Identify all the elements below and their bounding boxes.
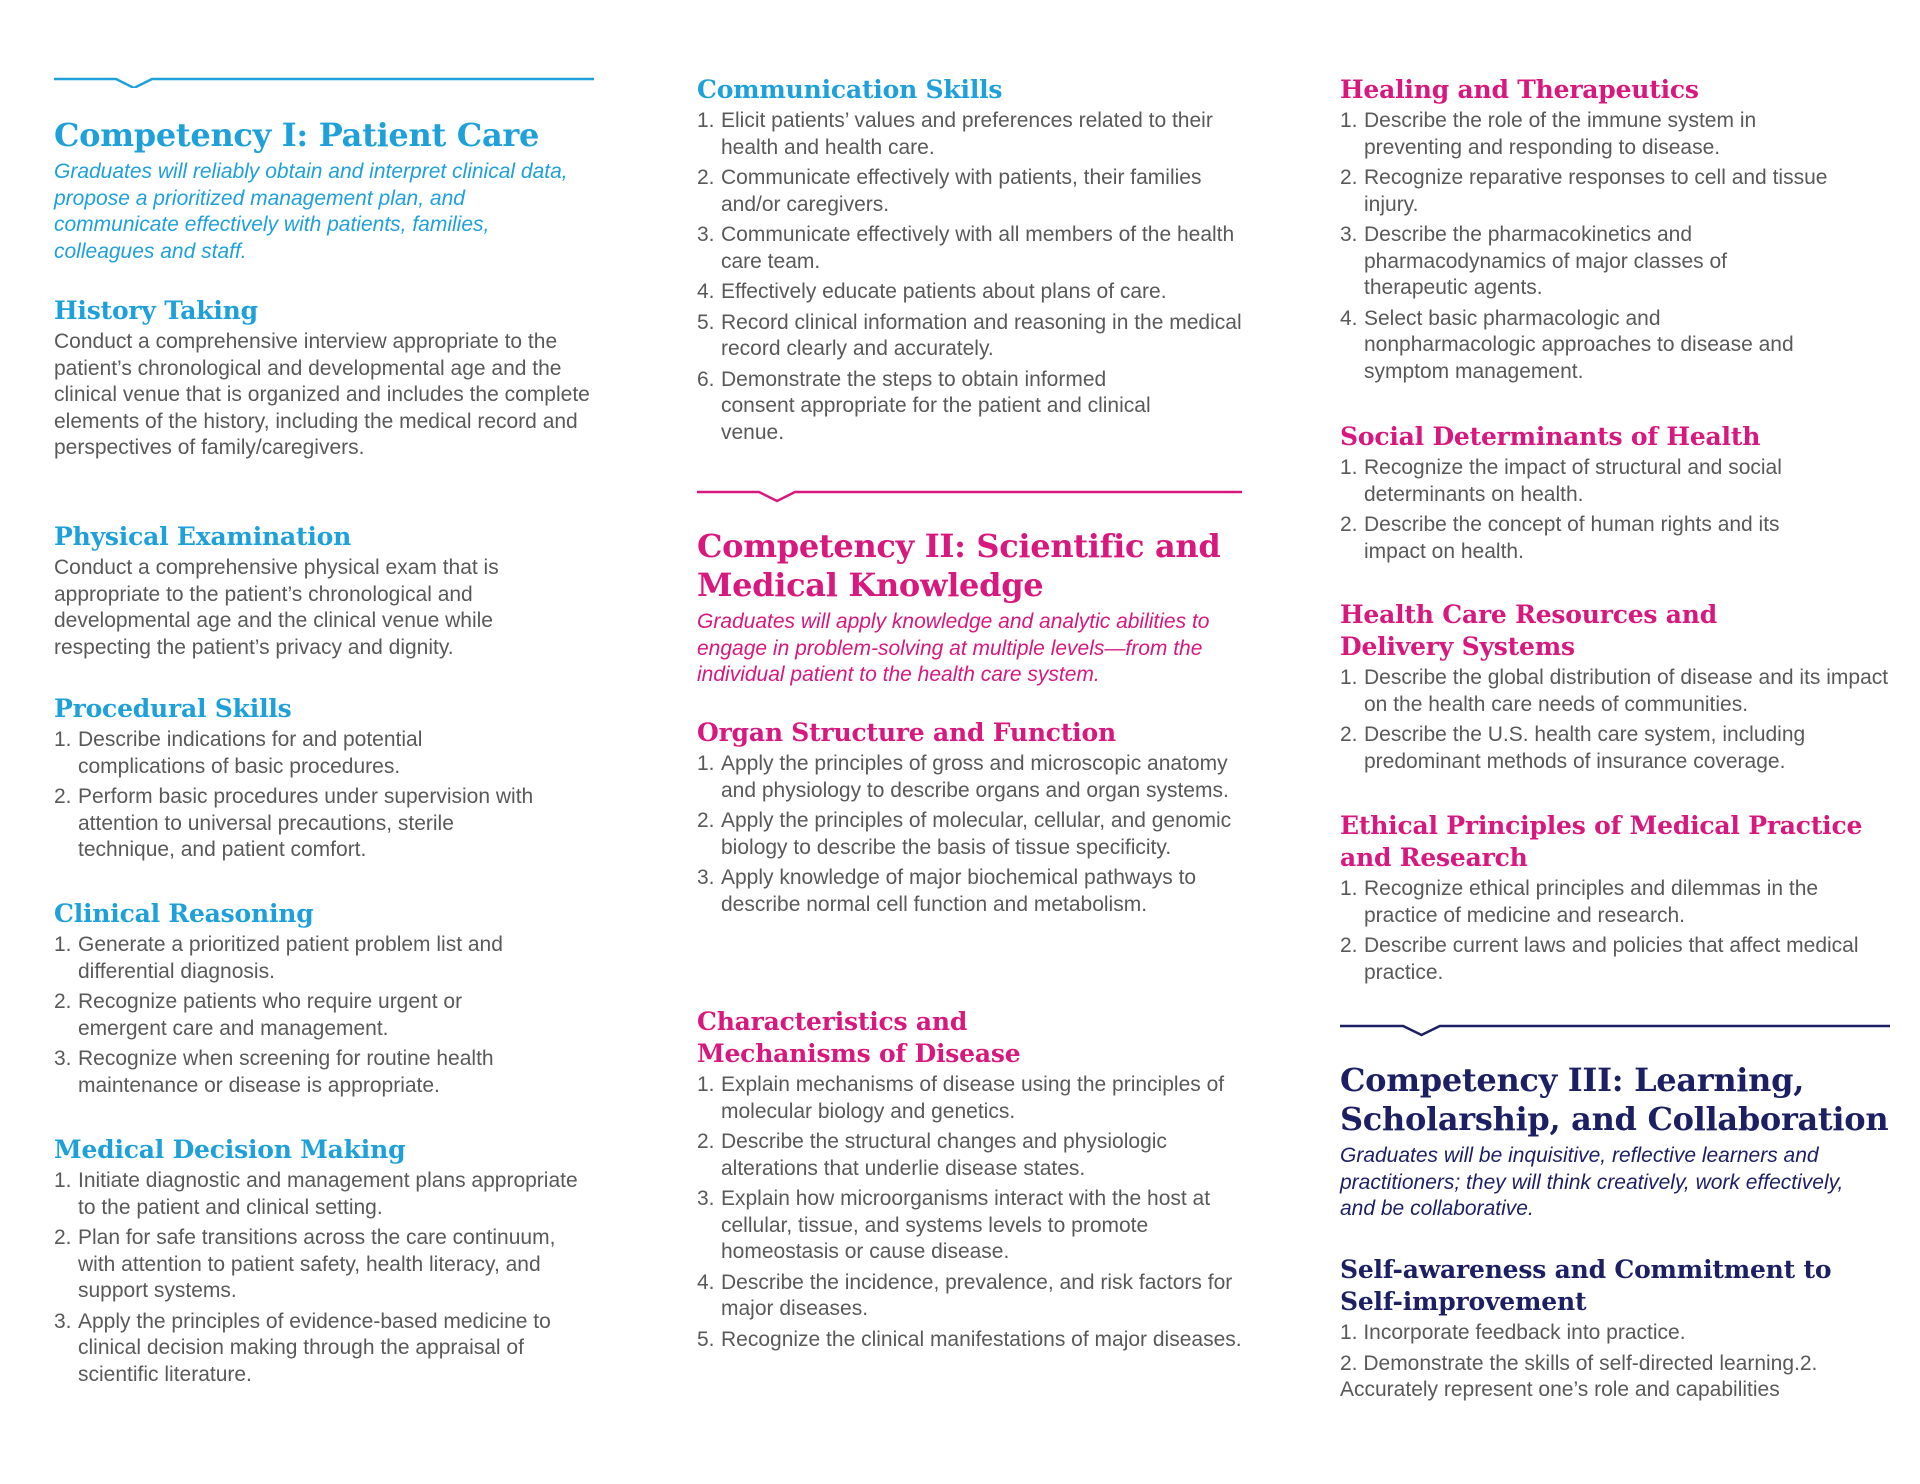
list-item: 3. Apply knowledge of major biochemical pathways to describe normal cell function and metabolism. [697, 866, 1197, 916]
list-item: 1. Apply the principles of gross and microscopic anatomy and physiology to describe organs and organ systems. [697, 752, 1229, 802]
competency-3-subtitle: Graduates will be inquisitive, reflective learners and practitioners; they will think creatively, work effectively, and be collaborative. [1340, 1144, 1844, 1220]
list-item: 1. Recognize ethical principles and dilemmas in the practice of medicine and research. [1340, 877, 1819, 927]
section-text: Conduct a comprehensive physical exam that is appropriate to the patient’s chronological and developmental age and the clinical venue while respecting the patient’s privacy and dignity. [54, 556, 499, 659]
section-title: Physical Examination [54, 522, 352, 551]
section-title: History Taking [54, 296, 258, 325]
competency-2-title: Competency II: Scientific and Medical Knowledge [697, 527, 1221, 604]
competency-2-subtitle: Graduates will apply knowledge and analytic abilities to engage in problem-solving at multiple levels—from the individual patient to the health care system. [697, 610, 1210, 686]
section-self-awareness [1340, 1254, 1890, 1404]
section-title: Health Care Resources and Delivery Systems [1340, 600, 1718, 661]
competency-2-header [697, 527, 1242, 689]
section-procedural-skills [54, 693, 594, 868]
section-title: Characteristics and Mechanisms of Disease [697, 1007, 1021, 1068]
competency-1-header [54, 116, 594, 265]
list-item: 2. Describe the U.S. health care system, including predominant methods of insurance coverage. [1340, 723, 1806, 773]
section-title: Healing and Therapeutics [1340, 75, 1699, 104]
list-item: 2. Recognize reparative responses to cell and tissue injury. [1340, 166, 1828, 216]
list-item: 2. Describe the concept of human rights and its impact on health. [1340, 513, 1780, 563]
list-item: 1. Explain mechanisms of disease using the principles of molecular biology and genetics. [697, 1073, 1225, 1123]
section-title: Clinical Reasoning [54, 899, 314, 928]
list-item: 5. Record clinical information and reasoning in the medical record clearly and accurately. [697, 310, 1242, 360]
list-item: 3. Recognize when screening for routine health maintenance or disease is appropriate. [54, 1047, 494, 1097]
section-social-determinants [1340, 421, 1890, 569]
blue-divider [54, 72, 594, 88]
list-item: 2. Communicate effectively with patients, their families and/or caregivers. [697, 166, 1202, 216]
competency-1-subtitle: Graduates will reliably obtain and interpret clinical data, propose a prioritized management plan, and communicate effectively with patients, families, colleagues and staff. [54, 160, 568, 263]
section-medical-decision-making [54, 1134, 594, 1392]
section-title: Medical Decision Making [54, 1135, 406, 1164]
list-item: 1. Recognize the impact of structural and social determinants on health. [1340, 456, 1782, 506]
self-awareness-item-2: 2. Demonstrate the skills of self-directed learning.2. Accurately represent one’s role and capabilities [1340, 1351, 1818, 1401]
section-communication-skills [697, 74, 1242, 450]
competency-3-title: Competency III: Learning, Scholarship, and Collaboration [1340, 1061, 1889, 1138]
section-physical-examination [54, 521, 594, 661]
section-healing-therapeutics [1340, 74, 1890, 389]
list-item: 3. Describe the pharmacokinetics and pharmacodynamics of major classes of therapeutic agents. [1340, 223, 1727, 299]
list-item: 4. Effectively educate patients about plans of care. [697, 280, 1167, 303]
pink-divider [697, 487, 1242, 503]
section-organ-structure [697, 717, 1242, 922]
competency-3-header [1340, 1061, 1890, 1223]
section-characteristics-of-disease [697, 1006, 1242, 1357]
list-item: 2. Apply the principles of molecular, cellular, and genomic biology to describe the basis of tissue specificity. [697, 809, 1232, 859]
list-item: 1. Initiate diagnostic and management plans appropriate to the patient and clinical setting. [54, 1169, 578, 1219]
list-item: 2. Describe the structural changes and physiologic alterations that underlie disease states. [697, 1130, 1167, 1180]
list-item: 2. Describe current laws and policies that affect medical practice. [1340, 934, 1859, 984]
navy-divider [1340, 1021, 1890, 1037]
section-text: Conduct a comprehensive interview appropriate to the patient’s chronological and developmental age and the clinical venue that is organized and includes the complete elements of the history, including the medical record and perspectives of family/caregivers. [54, 330, 590, 459]
list-item: 1. Describe the global distribution of disease and its impact on the health care needs of communities. [1340, 666, 1889, 716]
list-item: 1. Generate a prioritized patient problem list and differential diagnosis. [54, 933, 503, 983]
list-item: 2. Perform basic procedures under supervision with attention to universal precautions, sterile technique, and patient comfort. [54, 785, 534, 861]
list-item: 1. Elicit patients’ values and preferences related to their health and health care. [697, 109, 1213, 159]
list-item: 2. Plan for safe transitions across the care continuum, with attention to patient safety, health literacy, and support systems. [54, 1226, 556, 1302]
section-title: Communication Skills [697, 75, 1003, 104]
section-health-care-resources [1340, 599, 1890, 779]
list-item: 4. Select basic pharmacologic and nonpharmacologic approaches to disease and symptom management. [1340, 306, 1794, 383]
list-item: 2. Recognize patients who require urgent or emergent care and management. [54, 990, 463, 1040]
section-title: Self-awareness and Commitment to Self-improvement [1340, 1255, 1832, 1316]
section-ethical-principles [1340, 810, 1890, 990]
list-item: 3. Explain how microorganisms interact with the host at cellular, tissue, and systems levels to promote homeostasis or cause disease. [697, 1187, 1211, 1263]
section-history-taking [54, 295, 594, 462]
list-item: 1. Describe the role of the immune system in preventing and responding to disease. [1340, 109, 1757, 159]
list-item: 3. Communicate effectively with all members of the health care team. [697, 223, 1235, 273]
list-item: 4. Describe the incidence, prevalence, and risk factors for major diseases. [697, 1270, 1233, 1320]
section-title: Organ Structure and Function [697, 718, 1116, 747]
section-title: Ethical Principles of Medical Practice and Research [1340, 811, 1863, 872]
list-item: 1. Describe indications for and potential complications of basic procedures. [54, 728, 423, 778]
self-awareness-item-1: 1. Incorporate feedback into practice. [1340, 1321, 1686, 1344]
list-item: 6. Demonstrate the steps to obtain informed consent appropriate for the patient and clinical venue. [697, 367, 1151, 444]
section-clinical-reasoning [54, 898, 594, 1103]
list-item: 5. Recognize the clinical manifestations of major diseases. [697, 1327, 1242, 1351]
competency-1-title: Competency I: Patient Care [54, 116, 539, 154]
section-title: Procedural Skills [54, 694, 292, 723]
list-item: 3. Apply the principles of evidence-based medicine to clinical decision making through the appraisal of scientific literature. [54, 1309, 551, 1386]
section-title: Social Determinants of Health [1340, 422, 1761, 451]
